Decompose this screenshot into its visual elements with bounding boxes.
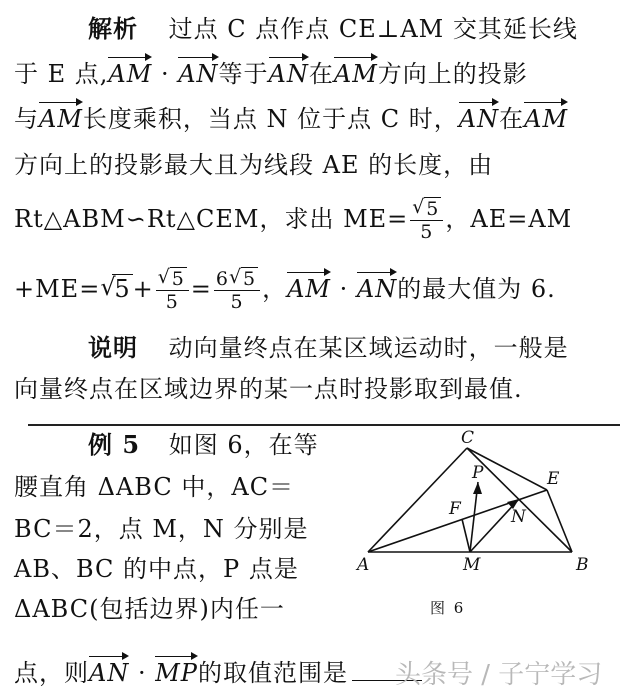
analysis-text-2i: 方向上的投影 (377, 60, 528, 88)
vector-am: AM (524, 105, 569, 133)
vector-am: AM (39, 105, 83, 133)
denominator: 5 (420, 221, 434, 243)
vector-am: AM (287, 275, 331, 303)
comma: ， (262, 275, 288, 303)
vector-an: AN (89, 659, 130, 687)
analysis-text-3a: 与 (14, 105, 39, 133)
watermark: 头条号 / 子宁学习 (395, 660, 603, 690)
equals-sign: = (190, 275, 212, 303)
example-text-2: 腰直角 ΔABC 中，AC＝ (14, 473, 295, 501)
vector-mp: MP (155, 659, 198, 687)
analysis-text-4: 方向上的投影最大且为线段 AE 的长度，由 (14, 151, 494, 179)
label-f: F (449, 499, 461, 519)
denominator: 5 (230, 291, 244, 313)
example-text-4: AB、BC 的中点，P 点是 (14, 555, 299, 583)
arrowhead-p (473, 482, 482, 494)
vector-an: AN (268, 60, 309, 88)
vector-an: AN (178, 60, 219, 88)
example-text-1: 如图 6，在等 (168, 431, 319, 459)
vector-an: AN (356, 275, 398, 303)
segment-eb (547, 490, 572, 552)
label-c: C (461, 428, 475, 448)
analysis-text-3c: 长度乘积，当点 N 位于点 C 时， (82, 105, 459, 133)
analysis-text-2a: 于 E 点, (14, 60, 109, 88)
vector-am: AM (333, 60, 378, 88)
radicand: 5 (114, 275, 131, 303)
dot: · (331, 275, 357, 303)
analysis-text-6end: 的最大值为 6. (397, 275, 556, 303)
label-m: M (463, 555, 481, 575)
label-e: E (547, 469, 560, 489)
analysis-text-2e: 等于 (218, 60, 269, 88)
radicand: 5 (243, 268, 257, 290)
label-p: P (472, 463, 484, 483)
coefficient: 6 (215, 268, 229, 290)
analysis-text-6a: +ME= (14, 275, 101, 303)
radicand: 5 (426, 198, 440, 220)
analysis-text-5b: ，AE=AM (445, 205, 573, 233)
dot: · (152, 60, 179, 88)
dot: · (129, 659, 156, 687)
example-text-6a: 点，则 (14, 659, 89, 687)
label-n: N (511, 507, 526, 527)
note-text-2: 向量终点在区域边界的某一点时投影取到最值. (14, 375, 523, 403)
example-text-5: ΔABC(包括边界)内任一 (14, 595, 285, 623)
analysis-text-1: 过点 C 点作点 CE⊥AM 交其延长线 (168, 15, 578, 43)
label-b: B (576, 555, 589, 575)
label-a: A (357, 555, 370, 575)
vector-am: AM (108, 60, 153, 88)
note-text-1: 动向量终点在某区域运动时，一般是 (168, 334, 569, 362)
analysis-label: 解析 (88, 14, 138, 43)
example-label: 例 5 (88, 430, 141, 459)
plus-sign: + (132, 275, 154, 303)
example-text-3: BC＝2，点 M，N 分别是 (14, 515, 309, 543)
figure-caption: 图 6 (430, 599, 466, 617)
denominator: 5 (165, 291, 179, 313)
segment-mf (462, 519, 470, 552)
radicand: 5 (171, 268, 185, 290)
note-label: 说明 (88, 333, 138, 362)
analysis-text-3e: 在 (499, 105, 525, 133)
analysis-text-2g: 在 (308, 60, 334, 88)
vector-an: AN (458, 105, 500, 133)
example-text-6b: 的取值范围是 (197, 659, 348, 687)
analysis-text-5a: Rt△ABM∽Rt△CEM，求出 ME= (14, 205, 409, 233)
